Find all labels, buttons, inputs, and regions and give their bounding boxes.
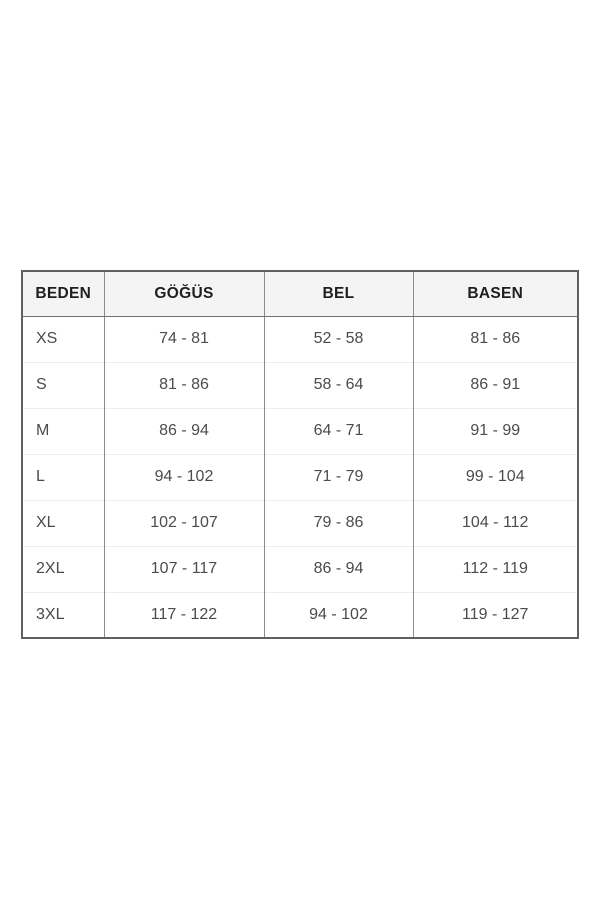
size-label: XS	[22, 316, 104, 362]
waist-range: 64 - 71	[264, 408, 413, 454]
column-header-beden: BEDEN	[22, 271, 104, 316]
size-chart	[21, 270, 579, 639]
size-label: 2XL	[22, 546, 104, 592]
column-header-basen: BASEN	[413, 271, 578, 316]
chest-range: 117 - 122	[104, 592, 264, 638]
chest-range: 102 - 107	[104, 500, 264, 546]
chest-range: 107 - 117	[104, 546, 264, 592]
chest-range: 86 - 94	[104, 408, 264, 454]
waist-range: 52 - 58	[264, 316, 413, 362]
waist-range: 58 - 64	[264, 362, 413, 408]
table-row-m	[22, 408, 578, 454]
table-row-xl	[22, 500, 578, 546]
table-row-2xl	[22, 546, 578, 592]
size-label: L	[22, 454, 104, 500]
table-row-xs	[22, 316, 578, 362]
hip-range: 99 - 104	[413, 454, 578, 500]
chest-range: 74 - 81	[104, 316, 264, 362]
hip-range: 104 - 112	[413, 500, 578, 546]
table-row-l	[22, 454, 578, 500]
waist-range: 86 - 94	[264, 546, 413, 592]
table-row-s	[22, 362, 578, 408]
chest-range: 94 - 102	[104, 454, 264, 500]
hip-range: 112 - 119	[413, 546, 578, 592]
column-header-gogus: GÖĞÜS	[104, 271, 264, 316]
size-chart-table	[21, 270, 579, 639]
chest-range: 81 - 86	[104, 362, 264, 408]
size-label: M	[22, 408, 104, 454]
hip-range: 91 - 99	[413, 408, 578, 454]
hip-range: 86 - 91	[413, 362, 578, 408]
size-label: XL	[22, 500, 104, 546]
table-row-3xl	[22, 592, 578, 638]
size-label: S	[22, 362, 104, 408]
waist-range: 79 - 86	[264, 500, 413, 546]
size-chart-body	[22, 316, 578, 638]
hip-range: 81 - 86	[413, 316, 578, 362]
waist-range: 71 - 79	[264, 454, 413, 500]
waist-range: 94 - 102	[264, 592, 413, 638]
size-chart-header-row	[22, 271, 578, 316]
column-header-bel: BEL	[264, 271, 413, 316]
hip-range: 119 - 127	[413, 592, 578, 638]
size-label: 3XL	[22, 592, 104, 638]
